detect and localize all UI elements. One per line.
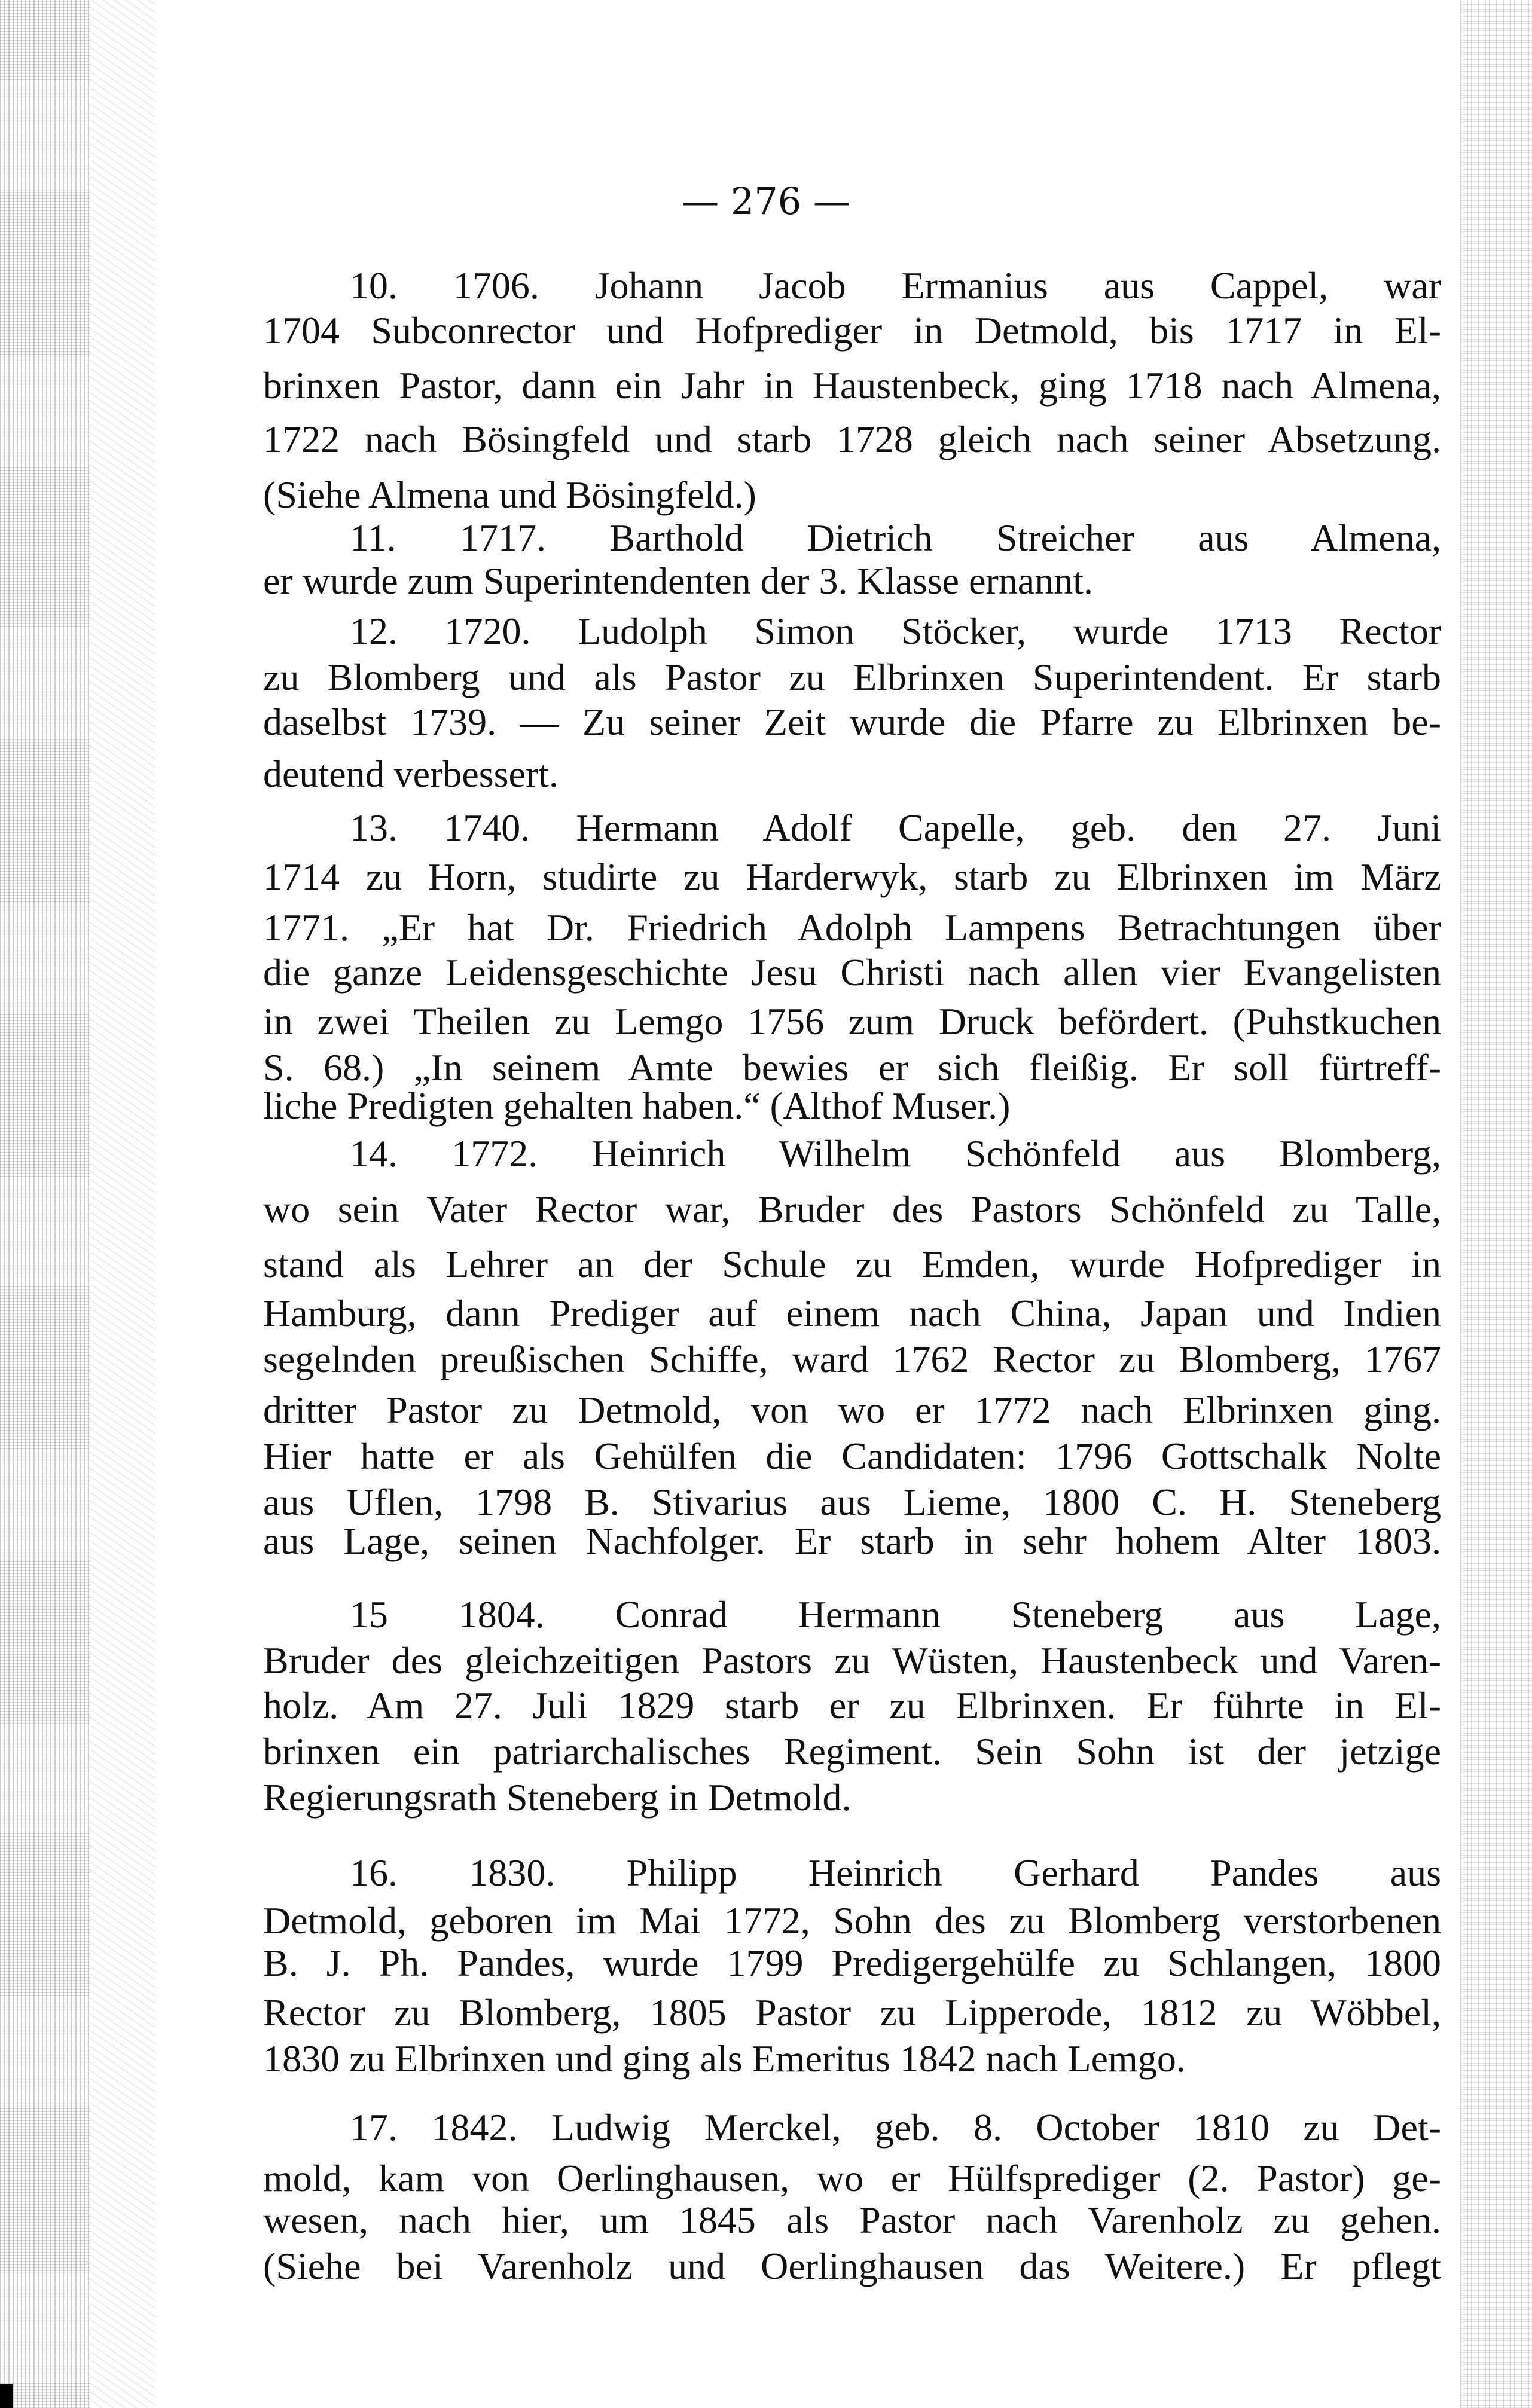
scan-right-edge: [1460, 0, 1532, 2408]
text-line: Detmold, geboren im Mai 1772, Sohn des zu Blomberg verstorbenen: [263, 1899, 1441, 1942]
text-line: wesen, nach hier, um 1845 als Pastor nach Varenholz zu gehen.: [263, 2199, 1441, 2241]
scan-binding-edge: [0, 0, 90, 2408]
text-line: (Siehe Almena und Bösingfeld.): [263, 473, 756, 516]
text-line: segelnden preußischen Schiffe, ward 1762 Rector zu Blomberg, 1767: [263, 1338, 1441, 1380]
text-line: 10. 1706. Johann Jacob Ermanius aus Cappel, war: [350, 264, 1441, 307]
text-line: 1771. „Er hat Dr. Friedrich Adolph Lampens Betrachtungen über: [263, 906, 1441, 949]
text-line: 1704 Subconrector und Hofprediger in Detmold, bis 1717 in El-: [263, 309, 1441, 352]
text-line: Rector zu Blomberg, 1805 Pastor zu Lipperode, 1812 zu Wöbbel,: [263, 1991, 1441, 2034]
text-line: in zwei Theilen zu Lemgo 1756 zum Druck befördert. (Puhstkuchen: [263, 1000, 1441, 1043]
text-line: 14. 1772. Heinrich Wilhelm Schönfeld aus Blomberg,: [350, 1132, 1441, 1175]
text-line: brinxen Pastor, dann ein Jahr in Haustenbeck, ging 1718 nach Almena,: [263, 364, 1441, 407]
text-line: daselbst 1739. — Zu seiner Zeit wurde die Pfarre zu Elbrinxen be-: [263, 701, 1441, 743]
text-line: liche Predigten gehalten haben.“ (Althof Muser.): [263, 1084, 1011, 1127]
text-line: S. 68.) „In seinem Amte bewies er sich fleißig. Er soll fürtreff-: [263, 1046, 1441, 1089]
text-line: brinxen ein patriarchalisches Regiment. Sein Sohn ist der jetzige: [263, 1730, 1441, 1773]
text-line: 1714 zu Horn, studirte zu Harderwyk, starb zu Elbrinxen im März: [263, 855, 1441, 898]
text-line: Hier hatte er als Gehülfen die Candidaten: 1796 Gottschalk Nolte: [263, 1435, 1441, 1477]
text-line: 16. 1830. Philipp Heinrich Gerhard Pandes aus: [350, 1851, 1441, 1894]
text-line: aus Lage, seinen Nachfolger. Er starb in sehr hohem Alter 1803.: [263, 1520, 1441, 1562]
text-line: (Siehe bei Varenholz und Oerlinghausen das Weitere.) Er pflegt: [263, 2245, 1441, 2287]
text-line: 1830 zu Elbrinxen und ging als Emeritus 1842 nach Lemgo.: [263, 2037, 1186, 2080]
page-number: — 276 —: [682, 179, 850, 223]
text-line: Regierungsrath Steneberg in Detmold.: [263, 1776, 852, 1819]
text-line: 12. 1720. Ludolph Simon Stöcker, wurde 1713 Rector: [350, 610, 1441, 652]
scan-corner-mark: [0, 2384, 13, 2408]
text-line: die ganze Leidensgeschichte Jesu Christi nach allen vier Evangelisten: [263, 951, 1441, 994]
text-line: aus Uflen, 1798 B. Stivarius aus Lieme, 1800 C. H. Steneberg: [263, 1481, 1441, 1523]
text-line: deutend verbessert.: [263, 753, 559, 795]
text-line: holz. Am 27. Juli 1829 starb er zu Elbrinxen. Er führte in El-: [263, 1684, 1441, 1726]
text-line: 15 1804. Conrad Hermann Steneberg aus Lage,: [350, 1593, 1441, 1636]
text-line: 17. 1842. Ludwig Merckel, geb. 8. October 1810 zu Det-: [350, 2106, 1441, 2149]
text-line: B. J. Ph. Pandes, wurde 1799 Predigergehülfe zu Schlangen, 1800: [263, 1942, 1441, 1984]
text-line: mold, kam von Oerlinghausen, wo er Hülfsprediger (2. Pastor) ge-: [263, 2157, 1441, 2199]
text-line: stand als Lehrer an der Schule zu Emden, wurde Hofprediger in: [263, 1243, 1441, 1285]
text-line: wo sein Vater Rector war, Bruder des Pastors Schönfeld zu Talle,: [263, 1188, 1441, 1230]
scan-noise: [90, 0, 155, 2408]
text-line: er wurde zum Superintendenten der 3. Klasse ernannt.: [263, 560, 1093, 602]
text-line: 11. 1717. Barthold Dietrich Streicher aus Almena,: [350, 517, 1441, 559]
text-line: Hamburg, dann Prediger auf einem nach China, Japan und Indien: [263, 1292, 1441, 1334]
text-line: dritter Pastor zu Detmold, von wo er 1772 nach Elbrinxen ging.: [263, 1389, 1441, 1431]
text-line: 1722 nach Bösingfeld und starb 1728 gleich nach seiner Absetzung.: [263, 418, 1441, 460]
text-line: Bruder des gleichzeitigen Pastors zu Wüsten, Haustenbeck und Varen-: [263, 1639, 1441, 1682]
text-line: zu Blomberg und als Pastor zu Elbrinxen Superintendent. Er starb: [263, 656, 1441, 698]
text-line: 13. 1740. Hermann Adolf Capelle, geb. den 27. Juni: [350, 806, 1441, 849]
